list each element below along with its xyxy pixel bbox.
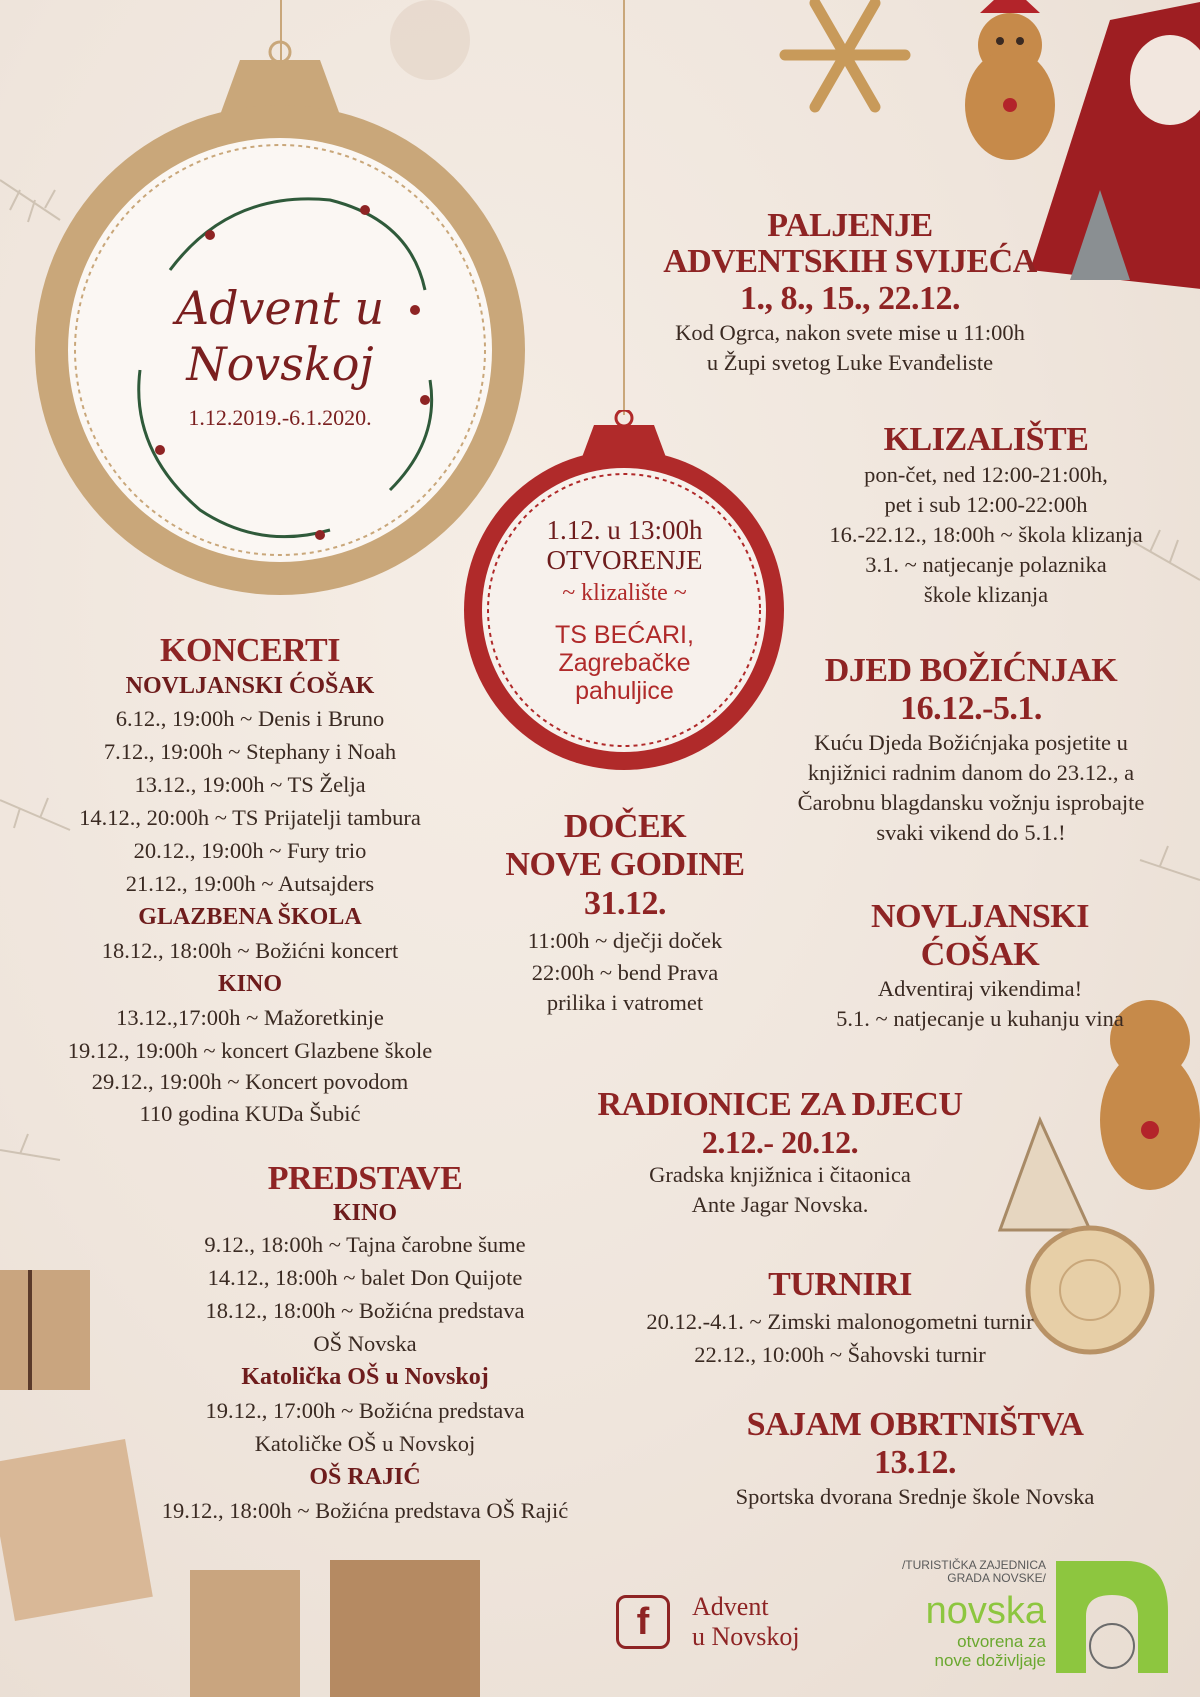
- santa-dates: 16.12.-5.1.: [900, 690, 1042, 727]
- concert-line: 20.12., 19:00h ~ Fury trio: [133, 838, 367, 863]
- candles-section: [600, 208, 1100, 378]
- corner-line-1: Adventiraj vikendima!: [877, 976, 1083, 1001]
- concert-line: 29.12., 19:00h ~ Koncert povodom: [91, 1069, 409, 1094]
- workshops-section: [560, 1086, 1000, 1220]
- workshops-line-2: Ante Jagar Novska.: [691, 1192, 869, 1217]
- corner-title-2: ĆOŠAK: [920, 936, 1040, 973]
- newyear-title-2: NOVE GODINE: [505, 846, 745, 883]
- fair-date: 13.12.: [874, 1444, 956, 1481]
- santa-line-4: svaki vikend do 5.1.!: [876, 820, 1066, 845]
- rink-line-1: pon-čet, ned 12:00-21:00h,: [864, 462, 1108, 487]
- rink-line-3: 16.-22.12., 18:00h ~ škola klizanja: [829, 522, 1143, 547]
- concert-line: 7.12., 19:00h ~ Stephany i Noah: [103, 739, 397, 764]
- corner-title-1: NOVLJANSKI: [871, 898, 1089, 935]
- corner-line-2: 5.1. ~ natjecanje u kuhanju vina: [836, 1006, 1124, 1031]
- page-title: [120, 280, 440, 392]
- candles-title-1: PALJENJE: [767, 207, 933, 244]
- concerts-group-heading: NOVLJANSKI ĆOŠAK: [125, 673, 375, 699]
- concert-line: 18.12., 18:00h ~ Božićni koncert: [101, 938, 399, 963]
- fair-line-1: Sportska dvorana Srednje škole Novska: [735, 1484, 1095, 1509]
- play-line: 19.12., 18:00h ~ Božićna predstava OŠ Rajić: [161, 1498, 569, 1523]
- plays-group-heading: OŠ RAJIĆ: [309, 1464, 421, 1490]
- tz-text: [902, 1559, 1046, 1585]
- santa-line-3: Čarobnu blagdansku vožnju isprobajte: [797, 790, 1145, 815]
- opening-section: [482, 515, 767, 705]
- newyear-section: [470, 808, 780, 1018]
- brand-slogan: [934, 1632, 1046, 1670]
- concert-line: 13.12.,17:00h ~ Mažoretkinje: [116, 1005, 384, 1030]
- opening-performer-2: Zagrebačke: [558, 649, 691, 677]
- facebook-label-line-2: u Novskoj: [692, 1622, 800, 1651]
- workshops-title: RADIONICE ZA DJECU: [597, 1086, 963, 1123]
- fair-section: [690, 1406, 1140, 1512]
- brand-name: novska: [925, 1590, 1046, 1632]
- candles-title-2: ADVENTSKIH SVIJEĆA: [663, 243, 1037, 280]
- slogan-line-2: nove doživljaje: [934, 1651, 1046, 1670]
- candles-line-2: u Župi svetog Luke Evanđeliste: [706, 350, 994, 375]
- opening-performer-3: pahuljice: [575, 677, 674, 705]
- brand-arch-icon: [1056, 1561, 1168, 1673]
- concert-line: 110 godina KUDa Šubić: [139, 1101, 361, 1126]
- newyear-line-3: prilika i vatromet: [546, 990, 704, 1015]
- rink-line-4: 3.1. ~ natjecanje polaznika: [865, 552, 1107, 577]
- play-line: 18.12., 18:00h ~ Božićna predstava: [205, 1298, 525, 1323]
- tournaments-section: [590, 1265, 1090, 1371]
- newyear-line-1: 11:00h ~ dječji doček: [527, 928, 723, 953]
- santa-line-2: knjižnici radnim danom do 23.12., a: [807, 760, 1135, 785]
- play-line: Katoličke OŠ u Novskoj: [254, 1431, 476, 1456]
- santa-line-1: Kuću Djeda Božićnjaka posjetite u: [814, 730, 1128, 755]
- opening-subtitle: ~ klizalište ~: [562, 580, 687, 606]
- concerts-group-heading: KINO: [217, 971, 282, 997]
- concert-line: 19.12., 19:00h ~ koncert Glazbene škole: [67, 1038, 433, 1063]
- plays-title: PREDSTAVE: [267, 1160, 463, 1197]
- tournaments-line-1: 20.12.-4.1. ~ Zimski malonogometni turnir: [646, 1309, 1034, 1334]
- rink-section: [776, 420, 1196, 610]
- concert-line: 13.12., 19:00h ~ TS Želja: [134, 772, 366, 797]
- rink-line-5: škole klizanja: [923, 582, 1049, 607]
- facebook-link[interactable]: [616, 1592, 800, 1652]
- tz-line-2: GRADA NOVSKE/: [947, 1571, 1046, 1585]
- plays-section: [140, 1160, 590, 1527]
- tournaments-line-2: 22.12., 10:00h ~ Šahovski turnir: [694, 1342, 986, 1367]
- rink-line-2: pet i sub 12:00-22:00h: [884, 492, 1088, 517]
- concert-line: 14.12., 20:00h ~ TS Prijatelji tambura: [79, 805, 421, 830]
- candles-dates: 1., 8., 15., 22.12.: [740, 280, 960, 317]
- candles-line-1: Kod Ogrca, nakon svete mise u 11:00h: [675, 320, 1025, 345]
- play-line: 14.12., 18:00h ~ balet Don Quijote: [207, 1265, 523, 1290]
- play-line: 9.12., 18:00h ~ Tajna čarobne šume: [204, 1232, 526, 1257]
- event-dates: 1.12.2019.-6.1.2020.: [188, 405, 372, 430]
- play-line: OŠ Novska: [313, 1331, 417, 1356]
- newyear-title-1: DOČEK: [563, 808, 687, 845]
- plays-group-heading: Katolička OŠ u Novskoj: [241, 1364, 489, 1390]
- concerts-group-heading: GLAZBENA ŠKOLA: [138, 904, 362, 930]
- tourist-board-logo: [880, 1556, 1180, 1676]
- facebook-label-line-1: Advent: [692, 1592, 769, 1621]
- concerts-section: [30, 632, 470, 1130]
- newyear-line-2: 22:00h ~ bend Prava: [531, 960, 719, 985]
- opening-title: OTVORENJE: [546, 545, 703, 575]
- play-line: 19.12., 17:00h ~ Božićna predstava: [205, 1398, 525, 1423]
- facebook-label[interactable]: [692, 1592, 800, 1652]
- opening-performer-1: TS BEĆARI,: [555, 621, 694, 649]
- concerts-title: KONCERTI: [160, 632, 340, 669]
- title-line-1: Advent u: [175, 281, 385, 335]
- plays-group-heading: KINO: [332, 1200, 397, 1226]
- rink-title: KLIZALIŠTE: [883, 421, 1089, 458]
- workshops-line-1: Gradska knjižnica i čitaonica: [649, 1162, 911, 1187]
- title-line-2: Novskoj: [186, 337, 374, 391]
- santa-section: [756, 652, 1186, 848]
- concert-line: 6.12., 19:00h ~ Denis i Bruno: [115, 706, 385, 731]
- newyear-date: 31.12.: [584, 885, 666, 922]
- santa-title: DJED BOŽIĆNJAK: [824, 652, 1118, 689]
- concert-line: 21.12., 19:00h ~ Autsajders: [125, 871, 375, 896]
- tz-line-1: /TURISTIČKA ZAJEDNICA: [901, 1558, 1046, 1572]
- opening-datetime: 1.12. u 13:00h: [546, 515, 703, 545]
- tournaments-title: TURNIRI: [768, 1266, 912, 1303]
- corner-section: [770, 898, 1190, 1034]
- workshops-dates: 2.12.- 20.12.: [701, 1124, 859, 1160]
- fair-title: SAJAM OBRTNIŠTVA: [746, 1406, 1084, 1443]
- facebook-icon[interactable]: f: [616, 1595, 670, 1649]
- slogan-line-1: otvorena za: [957, 1632, 1046, 1651]
